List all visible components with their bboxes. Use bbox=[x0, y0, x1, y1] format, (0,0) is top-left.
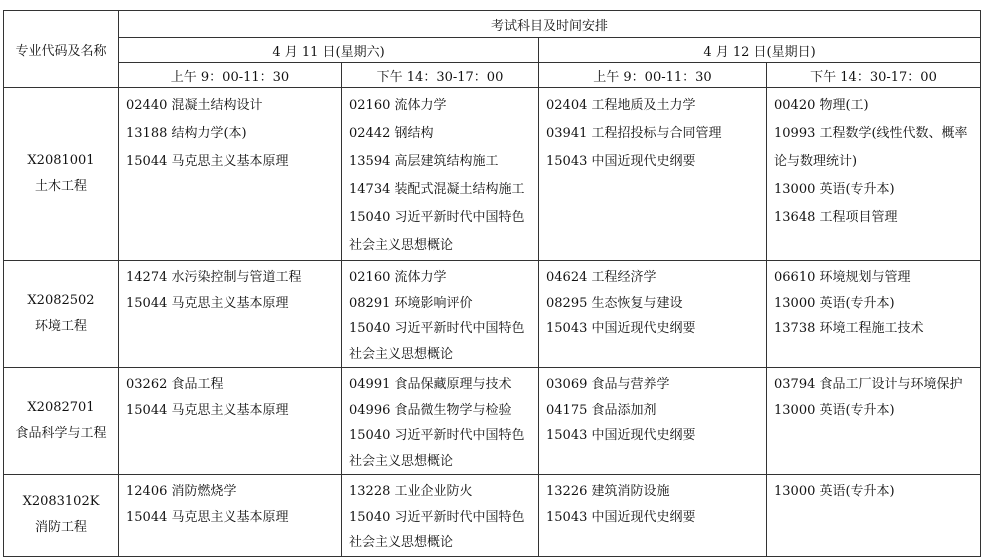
exam-item: 15040 习近平新时代中国特色社会主义思想概论 bbox=[349, 210, 525, 253]
exam-item: 15043 中国近现代史纲要 bbox=[546, 154, 696, 169]
exam-cell-apr12-am bbox=[539, 368, 767, 475]
major-code: X2082502 bbox=[27, 293, 95, 308]
exam-item: 13738 环境工程施工技术 bbox=[774, 321, 924, 336]
exam-item: 03069 食品与营养学 bbox=[546, 377, 670, 392]
major-cell bbox=[4, 475, 119, 557]
major-code: X2082701 bbox=[27, 400, 95, 415]
exam-cell-apr12-pm bbox=[767, 88, 981, 261]
exam-cell-apr11-am bbox=[119, 88, 342, 261]
exam-cell-apr11-pm bbox=[342, 368, 539, 475]
exam-item: 04175 食品添加剂 bbox=[546, 402, 657, 418]
exam-cell-apr11-pm bbox=[342, 88, 539, 261]
exam-item: 03794 食品工厂设计与环境保护 bbox=[774, 377, 963, 392]
exam-item: 15040 习近平新时代中国特色社会主义思想概论 bbox=[349, 509, 525, 550]
exam-item: 15044 马克思主义基本原理 bbox=[126, 154, 289, 169]
major-column-header: 专业代码及名称 bbox=[4, 11, 119, 88]
major-name: 土木工程 bbox=[34, 179, 87, 194]
exam-cell-apr12-pm bbox=[767, 261, 981, 368]
exam-item: 13000 英语(专升本) bbox=[774, 402, 895, 418]
exam-cell-apr11-am bbox=[119, 368, 342, 475]
day-header-apr11: 4 月 11 日(星期六) bbox=[119, 38, 539, 63]
exam-item: 15040 习近平新时代中国特色社会主义思想概论 bbox=[349, 321, 525, 362]
table-row bbox=[4, 261, 981, 368]
exam-cell-apr12-am bbox=[539, 261, 767, 368]
exam-item: 06610 环境规划与管理 bbox=[774, 270, 911, 285]
session-header-apr12-am: 上午 9：00-11：30 bbox=[539, 63, 767, 88]
exam-item: 02404 工程地质及土力学 bbox=[546, 98, 696, 113]
exam-cell-apr11-pm bbox=[342, 261, 539, 368]
exam-item: 14274 水污染控制与管道工程 bbox=[126, 270, 302, 285]
exam-item: 04991 食品保藏原理与技术 bbox=[349, 377, 512, 392]
exam-item: 02440 混凝土结构设计 bbox=[126, 98, 263, 113]
major-code: X2083102K bbox=[22, 494, 100, 510]
exam-item: 13000 英语(专升本) bbox=[774, 182, 895, 197]
exam-item: 08291 环境影响评价 bbox=[349, 295, 473, 311]
exam-item: 04996 食品微生物学与检验 bbox=[349, 402, 512, 418]
exam-item: 13594 高层建筑结构施工 bbox=[349, 154, 499, 169]
exam-item: 13228 工业企业防火 bbox=[349, 484, 473, 499]
exam-item: 13000 英语(专升本) bbox=[774, 295, 895, 311]
table-row bbox=[4, 475, 981, 557]
day-header-apr12: 4 月 12 日(星期日) bbox=[539, 38, 981, 63]
exam-schedule-table bbox=[3, 10, 981, 557]
major-cell bbox=[4, 88, 119, 261]
exam-item: 15044 马克思主义基本原理 bbox=[126, 509, 289, 525]
session-header-apr11-pm: 下午 14：30-17：00 bbox=[342, 63, 539, 88]
exam-item: 15043 中国近现代史纲要 bbox=[546, 428, 696, 443]
exam-item: 03262 食品工程 bbox=[126, 377, 224, 392]
exam-item: 13226 建筑消防设施 bbox=[546, 484, 670, 499]
session-header-apr12-pm: 下午 14：30-17：00 bbox=[767, 63, 981, 88]
session-header-apr11-am: 上午 9：00-11：30 bbox=[119, 63, 342, 88]
exam-cell-apr12-pm bbox=[767, 368, 981, 475]
exam-cell-apr11-am bbox=[119, 475, 342, 557]
exam-item: 12406 消防燃烧学 bbox=[126, 484, 237, 499]
exam-item: 10993 工程数学(线性代数、概率论与数理统计) bbox=[774, 126, 968, 169]
table-row bbox=[4, 88, 981, 261]
exam-item: 08295 生态恢复与建设 bbox=[546, 295, 683, 311]
major-name: 食品科学与工程 bbox=[15, 426, 107, 441]
exam-cell-apr11-pm bbox=[342, 475, 539, 557]
major-cell bbox=[4, 368, 119, 475]
exam-item: 13648 工程项目管理 bbox=[774, 210, 898, 225]
exam-item: 15044 马克思主义基本原理 bbox=[126, 402, 289, 418]
exam-item: 14734 装配式混凝土结构施工 bbox=[349, 182, 525, 197]
major-name: 环境工程 bbox=[34, 319, 87, 334]
exam-item: 13188 结构力学(本) bbox=[126, 126, 247, 141]
exam-cell-apr11-am bbox=[119, 261, 342, 368]
major-name: 消防工程 bbox=[34, 520, 87, 536]
exam-item: 02442 钢结构 bbox=[349, 126, 434, 141]
exam-cell-apr12-pm bbox=[767, 475, 981, 557]
major-cell bbox=[4, 261, 119, 368]
exam-item: 03941 工程招投标与合同管理 bbox=[546, 126, 722, 141]
exam-item: 00420 物理(工) bbox=[774, 98, 869, 113]
major-code: X2081001 bbox=[27, 153, 95, 168]
exam-item: 02160 流体力学 bbox=[349, 270, 447, 285]
exam-cell-apr12-am bbox=[539, 475, 767, 557]
exam-cell-apr12-am bbox=[539, 88, 767, 261]
exam-item: 13000 英语(专升本) bbox=[774, 484, 895, 499]
exam-item: 15044 马克思主义基本原理 bbox=[126, 295, 289, 311]
exam-item: 04624 工程经济学 bbox=[546, 270, 657, 285]
schedule-title-header: 考试科目及时间安排 bbox=[119, 11, 981, 38]
exam-item: 15040 习近平新时代中国特色社会主义思想概论 bbox=[349, 428, 525, 469]
exam-item: 15043 中国近现代史纲要 bbox=[546, 321, 696, 336]
exam-item: 02160 流体力学 bbox=[349, 98, 447, 113]
table-row bbox=[4, 368, 981, 475]
exam-item: 15043 中国近现代史纲要 bbox=[546, 509, 696, 525]
